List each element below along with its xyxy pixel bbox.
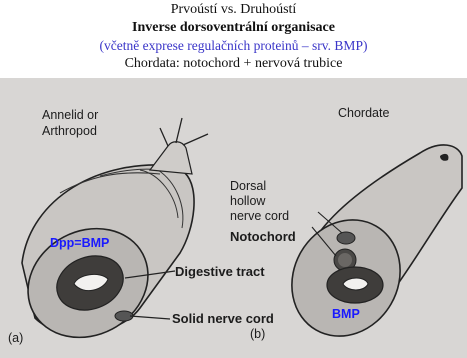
- slide-subtitle: (včetně exprese regulačních proteinů – srv. BMP): [99, 38, 368, 53]
- chordate-body: [271, 145, 462, 356]
- panel-a-label: (a): [8, 331, 24, 345]
- slide-header: [0, 0, 467, 78]
- annelid-title: Annelid or Arthropod: [42, 108, 99, 138]
- bmp-annotation: BMP: [332, 307, 360, 321]
- dorsal-nerve-cord-label: Dorsal hollow nerve cord: [230, 179, 290, 223]
- slide-title-line1: Prvoústí vs. Druhoústí: [170, 2, 297, 17]
- comparison-figure: [0, 78, 467, 358]
- panel-b-label: (b): [250, 327, 266, 341]
- chordate-title: Chordate: [338, 106, 390, 120]
- dpp-bmp-annotation: Dpp=BMP: [50, 236, 110, 250]
- digestive-tract-label: Digestive tract: [175, 264, 265, 279]
- solid-nerve-cord-label: Solid nerve cord: [172, 311, 274, 326]
- slide-caption: Chordata: notochord + nervová trubice: [124, 56, 343, 71]
- slide-title-line2: Inverse dorsoventrální organisace: [132, 20, 335, 35]
- notochord-label: Notochord: [230, 229, 296, 244]
